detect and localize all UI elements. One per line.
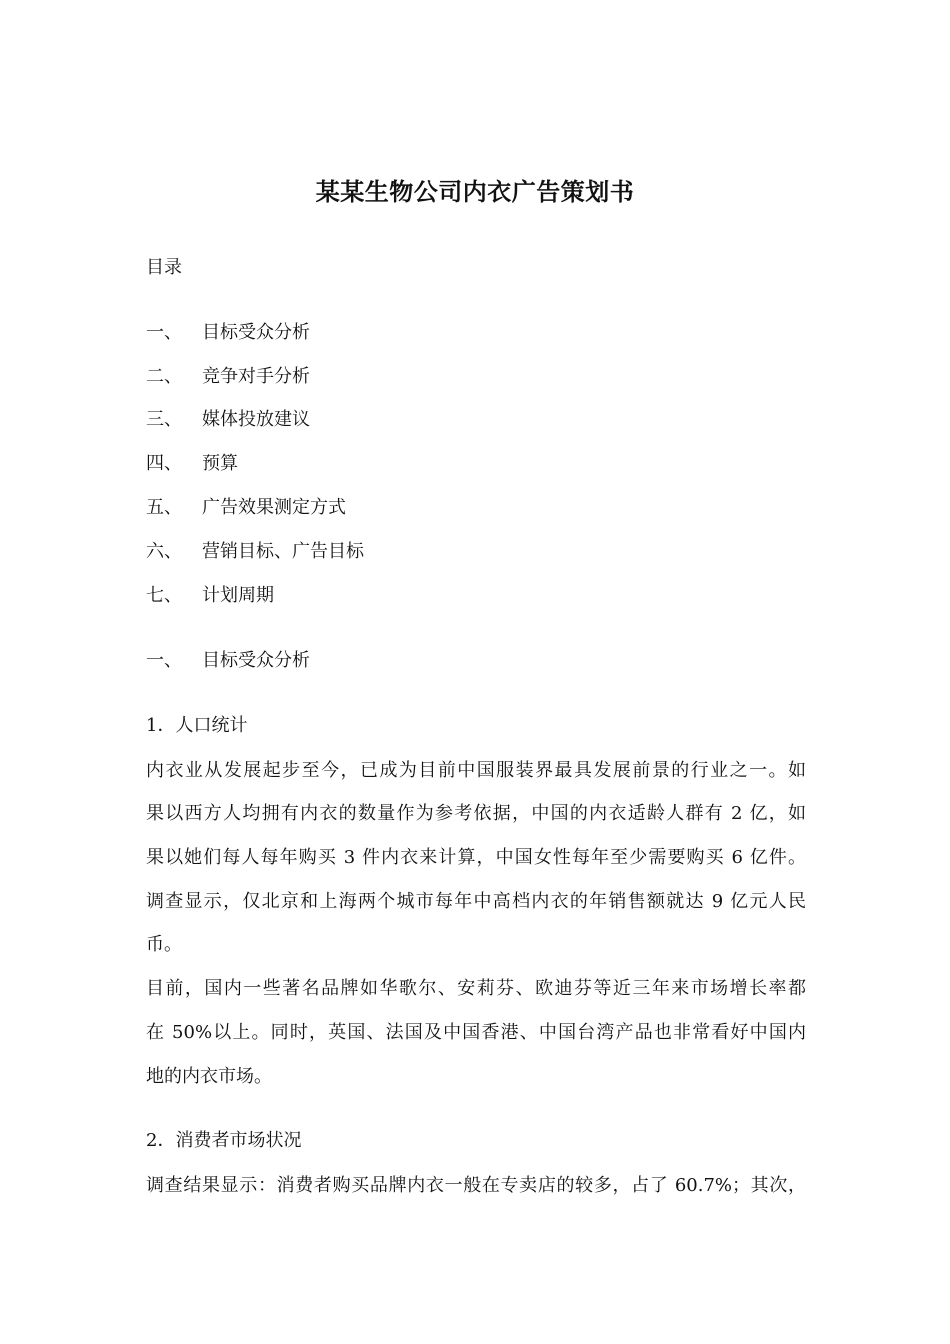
toc-heading: 目录 — [146, 257, 182, 278]
toc-item-number: 二、 — [146, 366, 182, 387]
toc-item — [146, 321, 310, 345]
paragraph-line: 果以她们每人每年购买 3 件内衣来计算，中国女性每年至少需要购买 6 亿件。 — [146, 847, 806, 868]
paragraph-line: 币。 — [146, 934, 182, 955]
toc-item-number: 六、 — [146, 541, 182, 562]
toc-item — [146, 540, 364, 564]
section-number: 一、 — [146, 650, 182, 671]
toc-item — [146, 584, 274, 608]
toc-item-label: 目标受众分析 — [202, 322, 310, 343]
toc-item-label: 竞争对手分析 — [202, 366, 310, 387]
toc-item-label: 媒体投放建议 — [202, 409, 310, 430]
document-title: 某某生物公司内衣广告策划书 — [315, 177, 635, 206]
paragraph-line: 调查结果显示：消费者购买品牌内衣一般在专卖店的较多，占了 60.7%；其次， — [146, 1175, 806, 1196]
toc-item-label: 广告效果测定方式 — [202, 497, 346, 518]
toc-item — [146, 408, 310, 432]
paragraph-line: 果以西方人均拥有内衣的数量作为参考依据，中国的内衣适龄人群有 2 亿，如 — [146, 803, 806, 824]
toc-item-number: 七、 — [146, 585, 182, 606]
toc-item-label: 计划周期 — [202, 585, 274, 606]
toc-item-number: 四、 — [146, 453, 182, 474]
subsection-heading: 2．消费者市场状况 — [146, 1130, 302, 1151]
toc-item — [146, 496, 346, 520]
toc-item — [146, 452, 238, 476]
section-heading — [146, 649, 310, 673]
subsection-heading: 1．人口统计 — [146, 715, 248, 736]
toc-item-number: 一、 — [146, 322, 182, 343]
paragraph-line: 调查显示，仅北京和上海两个城市每年中高档内衣的年销售额就达 9 亿元人民 — [146, 891, 806, 912]
toc-item-label: 预算 — [202, 453, 238, 474]
toc-item-number: 三、 — [146, 409, 182, 430]
section-label: 目标受众分析 — [202, 650, 310, 671]
toc-item-number: 五、 — [146, 497, 182, 518]
paragraph-line: 地的内衣市场。 — [146, 1066, 272, 1087]
paragraph-line: 内衣业从发展起步至今，已成为目前中国服装界最具发展前景的行业之一。如 — [146, 760, 806, 781]
paragraph-line: 在 50%以上。同时，英国、法国及中国香港、中国台湾产品也非常看好中国内 — [146, 1022, 806, 1043]
toc-item-label: 营销目标、广告目标 — [202, 541, 364, 562]
toc-item — [146, 365, 310, 389]
paragraph-line: 目前，国内一些著名品牌如华歌尔、安莉芬、欧迪芬等近三年来市场增长率都 — [146, 978, 806, 999]
